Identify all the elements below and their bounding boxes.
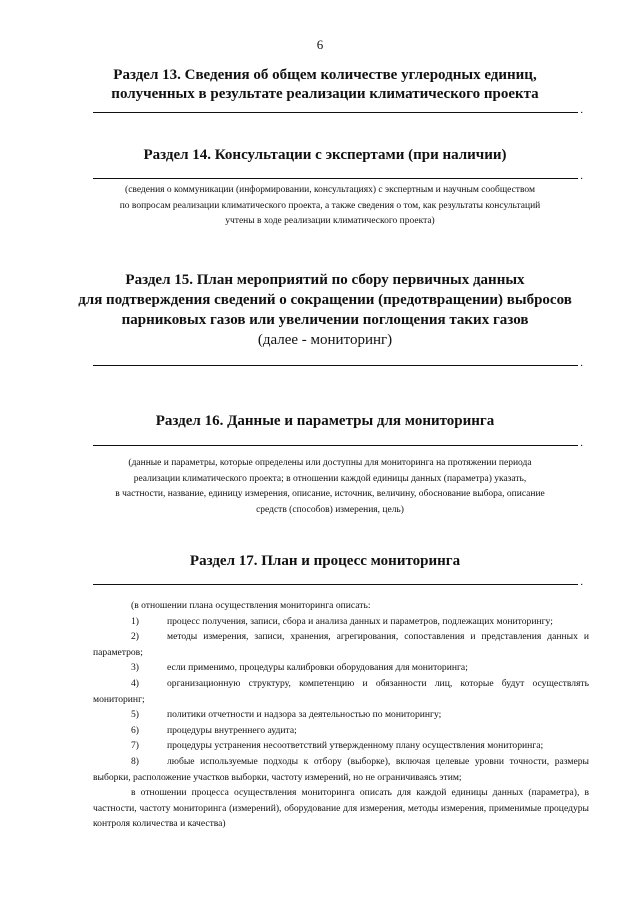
- list-item: [93, 660, 589, 676]
- section-16-title: Раздел 16. Данные и параметры для мониторинга: [155, 413, 495, 429]
- section-15-title: [60, 270, 590, 350]
- list-item-text: процедуры внутреннего аудита;: [167, 724, 297, 736]
- list-item-number: 8): [131, 755, 139, 767]
- section-13-title-line2: полученных в результате реализации климатического проекта: [111, 86, 539, 102]
- section-16-note: [80, 456, 580, 518]
- section-17-intro: (в отношении плана осуществления мониторинга описать:: [131, 600, 371, 611]
- list-item-number: 6): [131, 724, 139, 736]
- list-item: [93, 723, 589, 739]
- section-16-note-line2: реализации климатического проекта; в отношении каждой единицы данных (параметра) указать,: [133, 473, 527, 484]
- section-17-items: [93, 614, 589, 786]
- list-item-number: 1): [131, 615, 139, 627]
- list-item: [93, 738, 589, 754]
- list-item-number: 2): [131, 631, 139, 643]
- section-15-title-line3: парниковых газов или увеличении поглощения таких газов: [121, 312, 529, 328]
- section-17-fill-line: .: [93, 584, 578, 585]
- section-16-note-line3: в частности, название, единицу измерения, описание, источник, величину, обоснование выбора, описание: [115, 489, 545, 499]
- list-item-text: процесс получения, записи, сбора и анализа данных и параметров, подлежащих мониторингу;: [167, 615, 553, 627]
- section-15-subtitle: (далее - мониторинг): [257, 332, 393, 348]
- list-item-text: политики отчетности и надзора за деятельностью по мониторингу;: [167, 709, 442, 721]
- section-14-note: [80, 183, 580, 230]
- list-item-number: 7): [131, 740, 139, 752]
- list-item: [93, 707, 589, 723]
- section-14-note-line1: (сведения о коммуникации (информировании, консультациях) с экспертным и научным сообществом: [125, 185, 535, 195]
- list-item-text: любые используемые подходы к отбору (выборке), включая целевые уровни точности, размеры выборки, расположение участков выборки, частоту измерений, но не ограничиваясь этим;: [93, 755, 589, 783]
- list-item: [93, 754, 589, 785]
- section-14-note-line2: по вопросам реализации климатического проекта, а также сведения о том, как результаты консультаций: [119, 200, 541, 211]
- section-13-fill-line: .: [93, 112, 578, 113]
- list-item-number: 3): [131, 662, 139, 674]
- section-14-fill-line: .: [93, 178, 578, 179]
- section-17-body: [93, 598, 589, 832]
- section-15-fill-line: .: [93, 365, 578, 366]
- page-number: 6: [316, 37, 324, 52]
- section-16-note-line4: средств (способов) измерения, цель): [256, 504, 404, 515]
- section-13-title: [60, 66, 590, 104]
- list-item-text: процедуры устранения несоответствий утвержденному плану осуществления мониторинга;: [167, 740, 544, 752]
- section-14-note-line3: учтены в ходе реализации климатического проекта): [225, 216, 435, 226]
- section-16-note-line1: (данные и параметры, которые определены или доступны для мониторинга на протяжении периода: [128, 458, 532, 468]
- list-item: [93, 629, 589, 660]
- list-item: [93, 676, 589, 707]
- section-17-title: Раздел 17. План и процесс мониторинга: [189, 553, 461, 569]
- section-13-title-line1: Раздел 13. Сведения об общем количестве углеродных единиц,: [113, 67, 537, 83]
- section-16-fill-line: .: [93, 445, 578, 446]
- list-item-text: если применимо, процедуры калибровки оборудования для мониторинга;: [167, 662, 468, 674]
- section-15-title-line2: для подтверждения сведений о сокращении (предотвращении) выбросов: [78, 292, 572, 308]
- list-item: [93, 614, 589, 630]
- list-item-number: 4): [131, 677, 139, 689]
- list-item-number: 5): [131, 709, 139, 721]
- list-item-text: методы измерения, записи, хранения, агрегирования, сопоставления и представления данных и параметров;: [93, 631, 589, 658]
- section-14-title: Раздел 14. Консультации с экспертами (при наличии): [143, 147, 507, 163]
- list-item-text: организационную структуру, компетенцию и обязанности лиц, которые будут осуществлять мониторинг;: [93, 677, 589, 705]
- section-15-title-line1: Раздел 15. План мероприятий по сбору первичных данных: [125, 272, 525, 288]
- section-17-final-paragraph: в отношении процесса осуществления мониторинга описать для каждой единицы данных (параметра), в частности, частоту мониторинга (измерений), оборудование для измерения, методы измерения, применимые процедуры контроля количества и качества): [93, 787, 589, 830]
